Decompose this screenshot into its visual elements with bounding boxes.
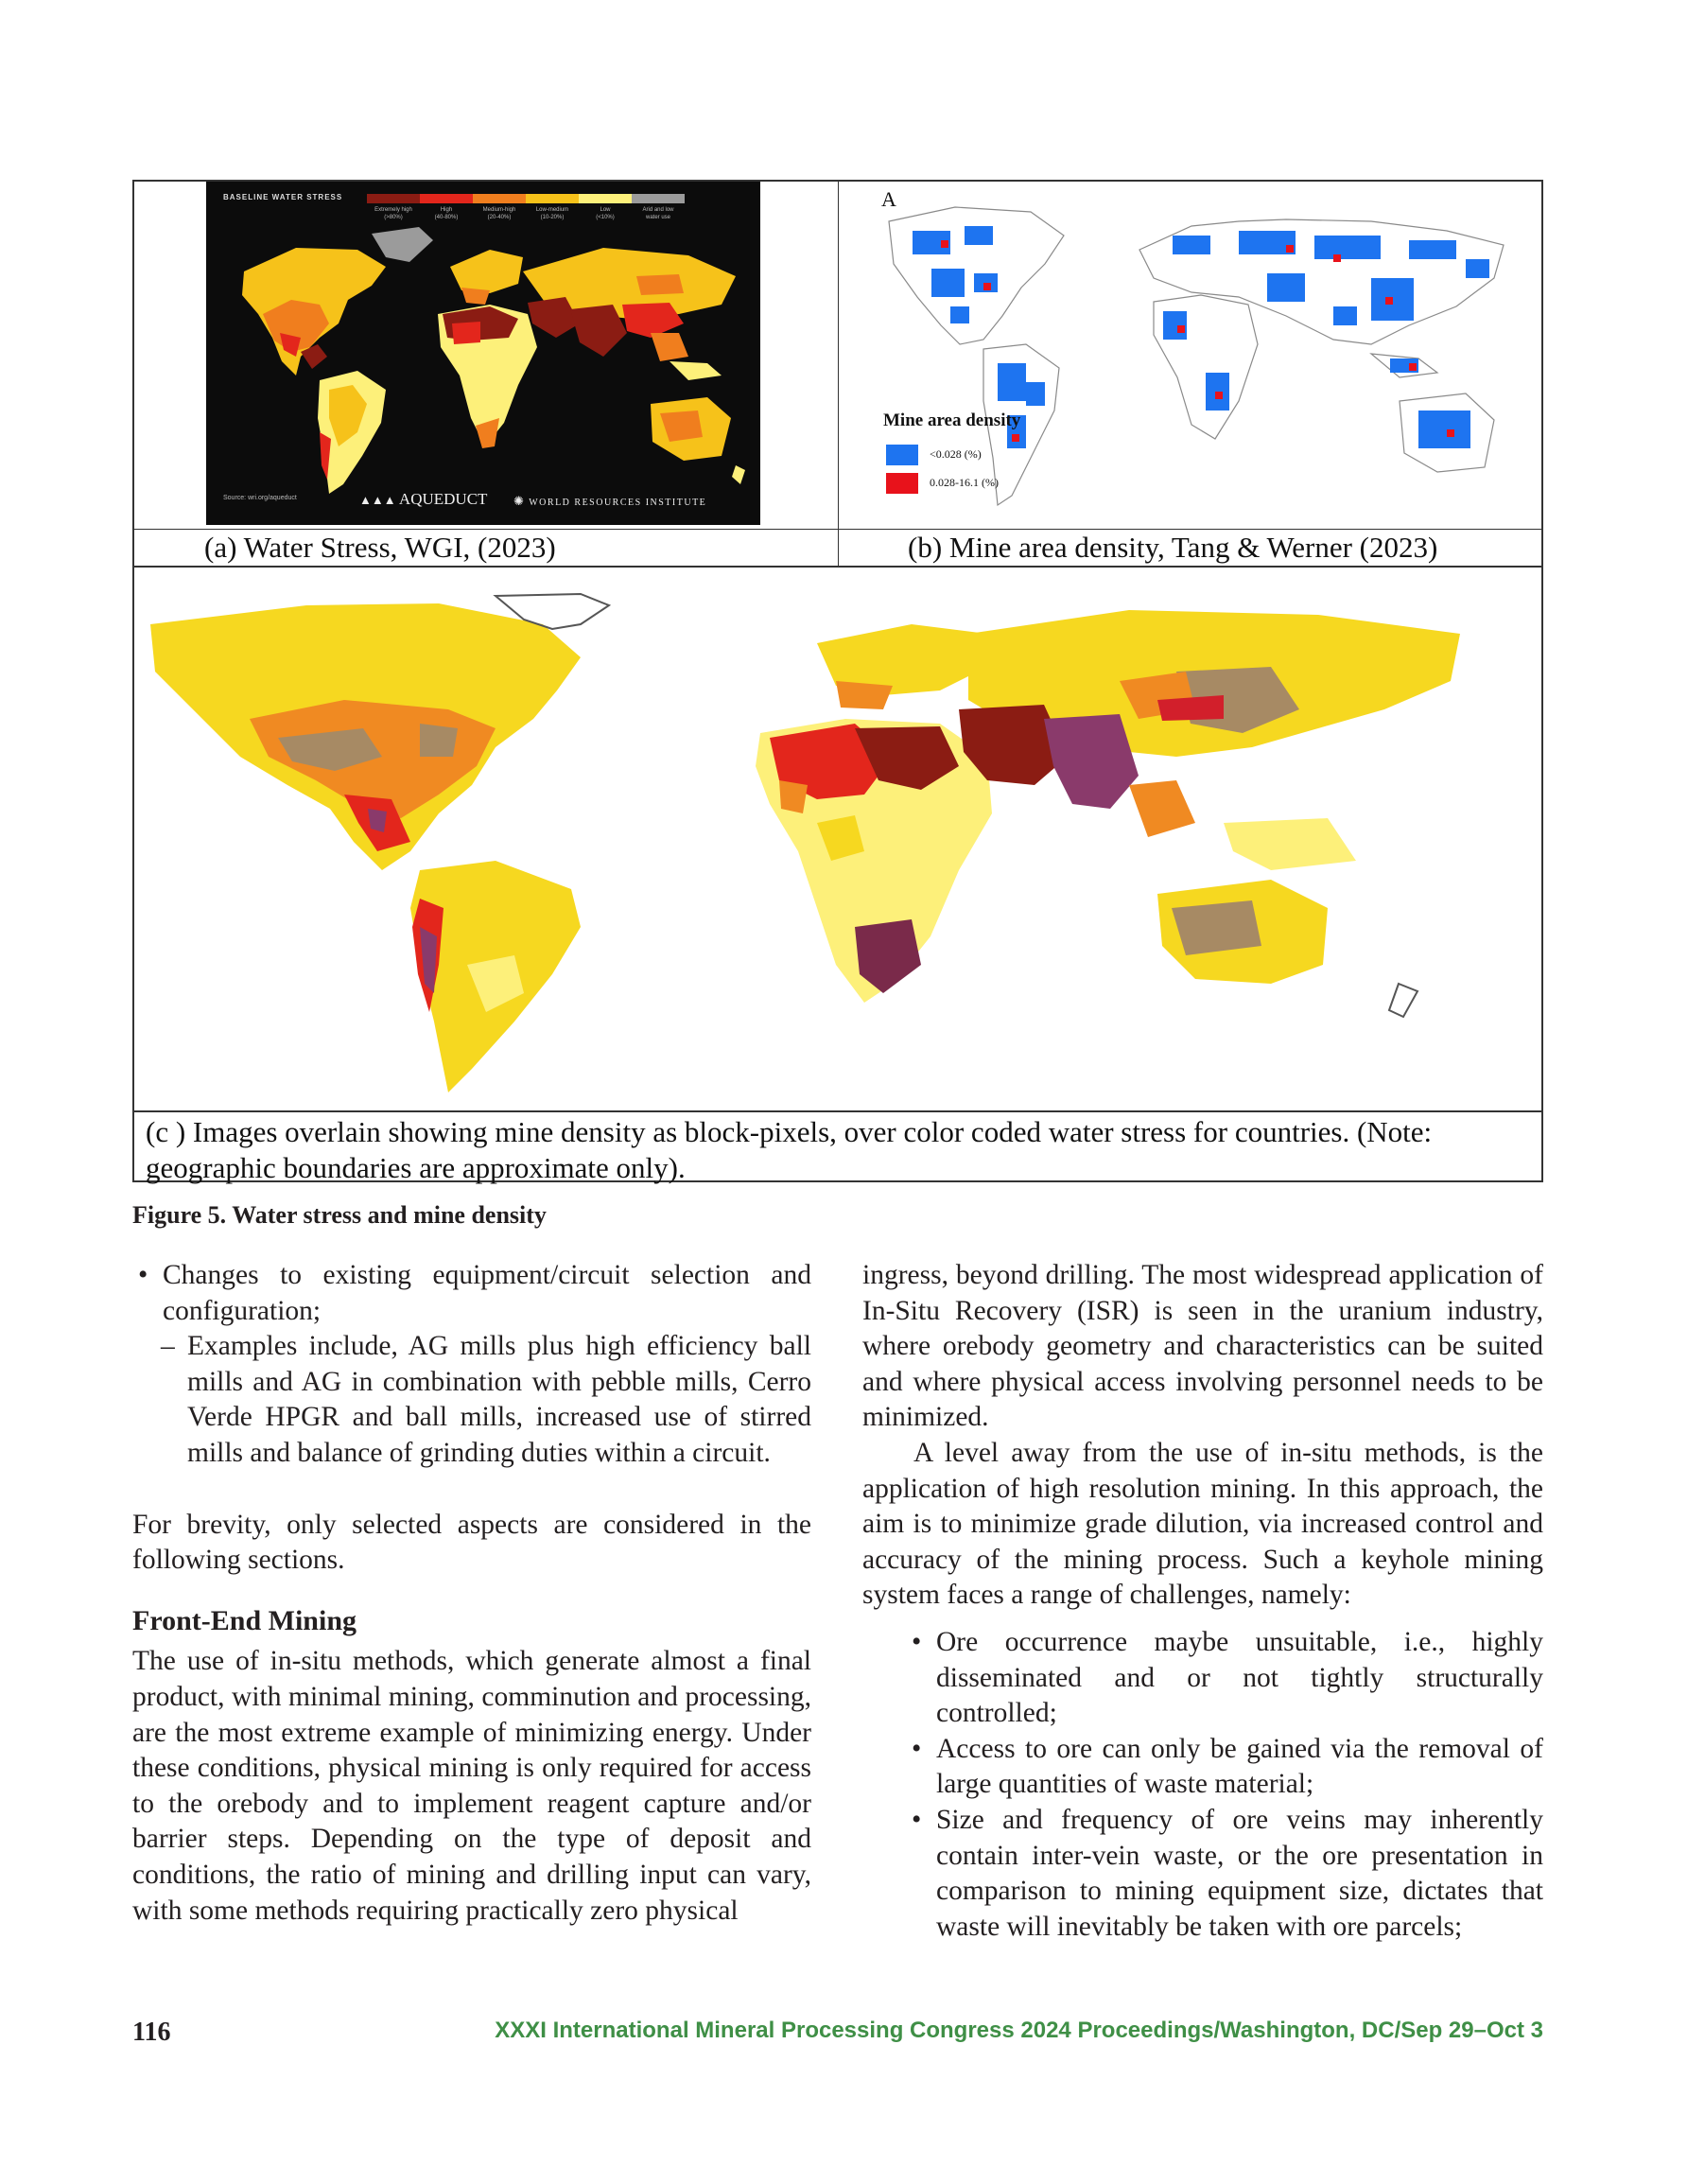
aqueduct-icon: ▲▲▲: [359, 493, 396, 507]
legend-label: Extremely high (>80%): [374, 207, 412, 220]
running-footer: XXXI International Mineral Processing Congress 2024 Proceedings/Washington, DC/Sep 29–Oct 3: [495, 2018, 1543, 2043]
legend-swatch-high-density: [886, 473, 918, 494]
mine-legend-title: Mine area density: [883, 411, 1021, 430]
bullet-icon: •: [912, 1626, 922, 1657]
paragraph: A level away from the use of in-situ methods, is the application of high resolution mining. In this approach, the aim is to minimize grade dilution, via increased control and accuracy of the mining process. Such a keyhole mining system faces a range of challenges, namely:: [862, 1437, 1543, 1611]
paragraph: The use of in-situ methods, which generate almost a final product, with minimal mining, comminution and processing, are the most extreme example of minimizing energy. Under these conditions, physical mining is only required for access to the orebody and to implement reagent capture and/or barrier steps. Depending on the type of deposit and conditions, the ratio of mining and drilling input can vary, with some methods requiring practically zero physical: [132, 1646, 811, 1926]
wri-logo: ✺ WORLD RESOURCES INSTITUTE: [513, 494, 707, 508]
left-column: [132, 1258, 811, 1929]
source-credit: Source: wri.org/aqueduct: [223, 495, 297, 501]
wri-icon: ✺: [513, 494, 526, 508]
legend-label: Low-medium (10-20%): [535, 207, 569, 220]
right-column: [862, 1258, 1543, 1945]
page-number: 116: [132, 2018, 171, 2047]
overlay-map: [136, 568, 1541, 1109]
aqueduct-logo: ▲▲▲ AQUEDUCT: [359, 490, 488, 508]
paragraph: For brevity, only selected aspects are considered in the following sections.: [132, 1509, 811, 1576]
figure-5: [132, 180, 1543, 1182]
subcaption-c-row: [134, 1110, 1541, 1182]
bullet-icon: •: [912, 1733, 922, 1764]
section-heading: Front-End Mining: [132, 1604, 357, 1636]
subcaption-c: (c ) Images overlain showing mine density as block-pixels, over color coded water stress for countries. (Note: geographic boundaries are approximate only).: [146, 1115, 1433, 1184]
bullet-list: [862, 1625, 1543, 1945]
water-stress-map: [206, 182, 760, 525]
legend-swatch-low-density: [886, 445, 918, 465]
dash-icon: –: [161, 1331, 175, 1362]
list-item: • Access to ore can only be gained via the removal of large quantities of waste material;: [912, 1733, 1543, 1800]
legend-label: Arid and low water use: [642, 207, 674, 220]
world-map-water-stress: [206, 182, 760, 525]
legend-label: Medium-high (20-40%): [482, 207, 516, 220]
legend-title: BASELINE WATER STRESS: [223, 193, 343, 201]
legend-label: Low (<10%): [596, 207, 615, 220]
subcaption-row: [134, 529, 1541, 568]
list-item: • Size and frequency of ore veins may inherently contain inter-vein waste, or the ore presentation in comparison to mining equipment size, dictates that waste will inevitably be taken with ore parcels;: [912, 1804, 1543, 1942]
legend-label: <0.028 (%): [930, 447, 982, 461]
legend-label: High (40-80%): [434, 207, 459, 220]
panel-letter: A: [881, 187, 896, 211]
list-item: • Changes to existing equipment/circuit selection and configuration;: [138, 1260, 811, 1326]
paragraph: ingress, beyond drilling. The most widespread application of In-Situ Recovery (ISR) is seen in the uranium industry, where orebody geometry and characteristics can be suited and where physical access involving personnel needs to be minimized.: [862, 1260, 1543, 1433]
legend-label: 0.028-16.1 (%): [930, 476, 999, 489]
world-map-overlay: [136, 568, 1541, 1109]
figure-caption: Figure 5. Water stress and mine density: [132, 1201, 547, 1229]
bullet-icon: •: [138, 1260, 148, 1290]
list-item: – Examples include, AG mills plus high efficiency ball mills and AG in combination with pebble mills, Cerro Verde HPGR and ball mills, increased use of stirred mills and balance of grinding duties within a circuit.: [161, 1331, 811, 1468]
world-map-mine-density: [842, 183, 1541, 526]
bullet-icon: •: [912, 1804, 922, 1835]
panel-divider: [838, 182, 839, 566]
subcaption-b: (b) Mine area density, Tang & Werner (2023): [908, 531, 1438, 564]
subcaption-a: (a) Water Stress, WGI, (2023): [204, 531, 556, 564]
mine-density-map: [842, 183, 1541, 526]
list-item: • Ore occurrence maybe unsuitable, i.e., highly disseminated and or not tightly structurally controlled;: [912, 1626, 1543, 1729]
